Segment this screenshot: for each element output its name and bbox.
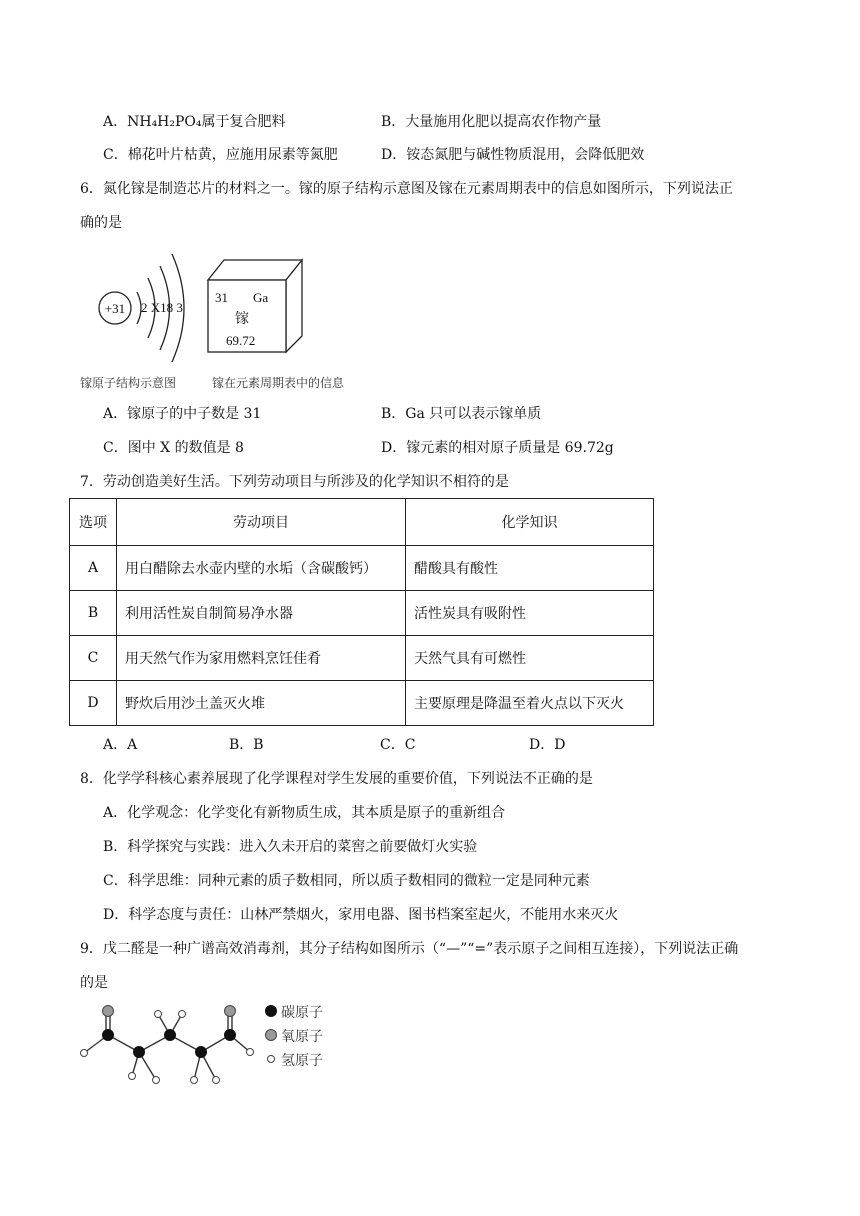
q9-stem-line2: 的是 — [80, 975, 108, 991]
q5-option-d: D．铵态氮肥与碱性物质混用，会降低肥效 — [381, 147, 645, 163]
q8-option-d: D．科学态度与责任：山林严禁烟火，家用电器、图书档案室起火，不能用水来灭火 — [103, 907, 619, 923]
gallium-atom-diagram — [96, 248, 206, 370]
oxygen-atom — [225, 1006, 236, 1017]
q7-option-d: D．D — [529, 737, 566, 753]
periodic-table-cell — [206, 256, 306, 356]
q6-option-b: B．Ga 只可以表示镓单质 — [381, 406, 542, 422]
q6-option-d: D．镓元素的相对原子质量是 69.72g — [381, 440, 614, 456]
hydrogen-atom — [155, 1011, 162, 1018]
glutaraldehyde-molecule-diagram — [78, 1000, 258, 1090]
q7-table — [69, 498, 654, 726]
header-labor-item: 劳动项目 — [117, 499, 406, 546]
row-knowledge: 主要原理是降温至着火点以下灭火 — [406, 681, 654, 726]
row-option: D — [70, 681, 117, 726]
atomic-mass: 69.72 — [226, 333, 256, 348]
q5-option-b: B．大量施用化肥以提高农作物产量 — [381, 114, 602, 130]
q6-stem-line1: 6．氮化镓是制造芯片的材料之一。镓的原子结构示意图及镓在元素周期表中的信息如图所示，下列说法正 — [80, 181, 733, 197]
row-option: B — [70, 591, 117, 636]
q5-option-c: C．棉花叶片枯黄，应施用尿素等氮肥 — [103, 147, 338, 163]
carbon-atom — [225, 1030, 236, 1041]
atom-diagram-caption: 镓原子结构示意图 — [80, 376, 177, 390]
q6-stem-line2: 确的是 — [80, 215, 122, 231]
hydrogen-atom — [247, 1049, 254, 1056]
periodic-cell-caption: 镓在元素周期表中的信息 — [212, 376, 345, 390]
element-symbol: Ga — [253, 290, 269, 305]
row-labor-item: 用天然气作为家用燃料烹饪佳肴 — [117, 636, 406, 681]
carbon-legend-dot — [266, 1006, 277, 1017]
element-name: 镓 — [235, 311, 249, 327]
q8-stem: 8．化学学科核心素养展现了化学课程对学生发展的重要价值，下列说法不正确的是 — [80, 771, 593, 787]
table-header-row — [70, 499, 654, 546]
q8-option-b: B．科学探究与实践：进入久未开启的菜窖之前要做灯火实验 — [103, 839, 478, 855]
carbon-atom — [165, 1030, 176, 1041]
row-knowledge: 天然气具有可燃性 — [406, 636, 654, 681]
table-row — [70, 681, 654, 726]
table-row — [70, 546, 654, 591]
carbon-atom — [103, 1030, 114, 1041]
table-row — [70, 591, 654, 636]
row-labor-item: 利用活性炭自制简易净水器 — [117, 591, 406, 636]
q7-option-c: C．C — [380, 737, 416, 753]
legend-carbon-label: 碳原子 — [281, 1005, 323, 1021]
header-option: 选项 — [70, 499, 117, 546]
q6-option-c: C．图中 X 的数值是 8 — [103, 440, 244, 456]
row-knowledge: 活性炭具有吸附性 — [406, 591, 654, 636]
hydrogen-atom — [81, 1050, 88, 1057]
row-knowledge: 醋酸具有酸性 — [406, 546, 654, 591]
row-option: A — [70, 546, 117, 591]
hydrogen-atom — [179, 1011, 186, 1018]
q6-option-a: A．镓原子的中子数是 31 — [103, 406, 262, 422]
q7-option-b: B．B — [229, 737, 264, 753]
row-labor-item: 野炊后用沙土盖灭火堆 — [117, 681, 406, 726]
hydrogen-atom — [191, 1077, 198, 1084]
nucleus-charge: +31 — [104, 301, 126, 316]
q7-option-a: A．A — [103, 737, 138, 753]
row-labor-item: 用白醋除去水壶内壁的水垢（含碳酸钙） — [117, 546, 406, 591]
legend-oxygen-label: 氧原子 — [281, 1029, 323, 1045]
hydrogen-legend-dot — [268, 1056, 275, 1063]
carbon-atom — [196, 1047, 207, 1058]
row-option: C — [70, 636, 117, 681]
header-chemistry-knowledge: 化学知识 — [406, 499, 654, 546]
atomic-number: 31 — [215, 290, 228, 305]
table-row — [70, 636, 654, 681]
q8-option-a: A．化学观念：化学变化有新物质生成，其本质是原子的重新组合 — [103, 805, 506, 821]
hydrogen-atom — [153, 1077, 160, 1084]
q5-option-a: A．NH₄H₂PO₄属于复合肥料 — [103, 114, 286, 130]
carbon-atom — [134, 1047, 145, 1058]
hydrogen-atom — [213, 1077, 220, 1084]
oxygen-atom — [103, 1006, 114, 1017]
legend-hydrogen-label: 氢原子 — [281, 1053, 323, 1069]
hydrogen-atom — [129, 1073, 136, 1080]
electron-counts: 2 X18 3 — [141, 300, 183, 315]
q7-stem: 7．劳动创造美好生活。下列劳动项目与所涉及的化学知识不相符的是 — [80, 474, 509, 490]
q8-option-c: C．科学思维：同种元素的质子数相同，所以质子数相同的微粒一定是同种元素 — [103, 873, 590, 889]
oxygen-legend-dot — [266, 1030, 277, 1041]
q9-stem-line1: 9．戊二醛是一种广谱高效消毒剂，其分子结构如图所示（“—”“=”表示原子之间相互连接），下列说法正确 — [80, 941, 739, 957]
